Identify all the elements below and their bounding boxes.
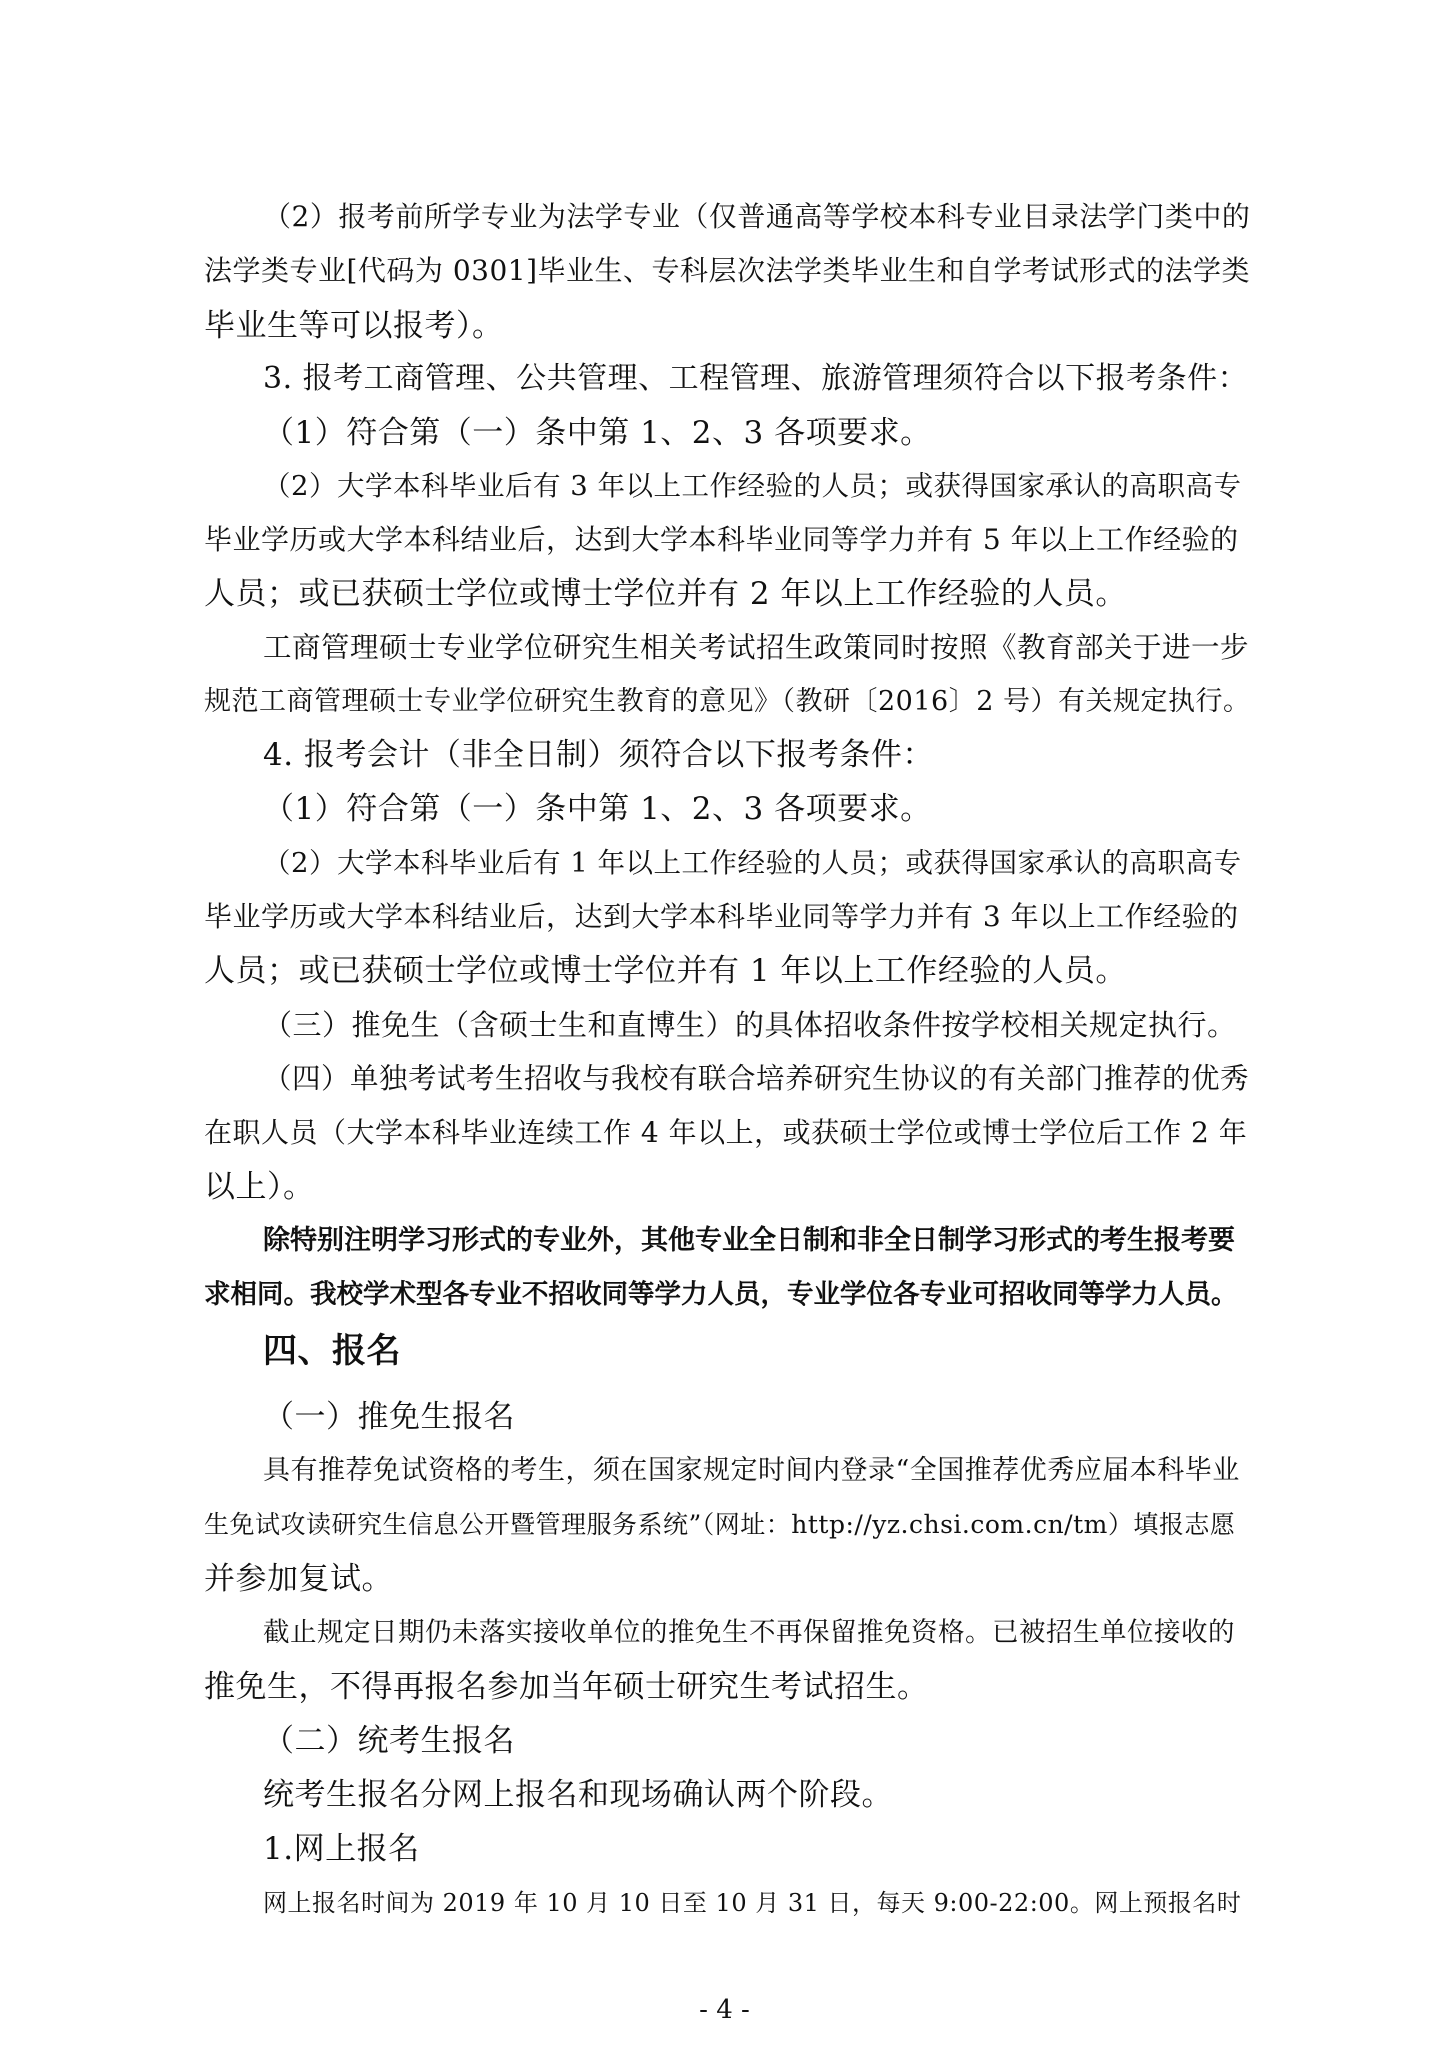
section-heading: 四、报名 (263, 1331, 401, 1371)
paragraph-line: （四）单独考试考生招收与我校有联合培养研究生协议的有关部门推荐的优秀 (263, 1062, 1250, 1095)
paragraph-line: 人员；或已获硕士学位或博士学位并有 2 年以上工作经验的人员。 (204, 576, 1127, 612)
paragraph-line: 人员；或已获硕士学位或博士学位并有 1 年以上工作经验的人员。 (204, 953, 1127, 989)
paragraph-line: 截止规定日期仍未落实接收单位的推免生不再保留推免资格。已被招生单位接收的 (263, 1617, 1235, 1648)
subsection-heading: 1.网上报名 (263, 1831, 420, 1867)
paragraph-line: 在职人员（大学本科毕业连续工作 4 年以上，或获硕士学位或博士学位后工作 2 年 (204, 1116, 1248, 1149)
paragraph-line: 统考生报名分网上报名和现场确认两个阶段。 (263, 1777, 893, 1813)
paragraph-line: 毕业学历或大学本科结业后，达到大学本科毕业同等学力并有 3 年以上工作经验的 (204, 900, 1239, 933)
paragraph-line: （2）报考前所学专业为法学专业（仅普通高等学校本科专业目录法学门类中的 (263, 200, 1251, 233)
bold-notice-line: 除特别注明学习形式的专业外，其他专业全日制和非全日制学习形式的考生报考要 (263, 1225, 1235, 1256)
paragraph-line: （1）符合第（一）条中第 1、2、3 各项要求。 (263, 415, 932, 451)
paragraph-line: 生免试攻读研究生信息公开暨管理服务系统”（网址：http://yz.chsi.com.cn/tm）填报志愿 (204, 1510, 1236, 1539)
paragraph-line: 3. 报考工商管理、公共管理、工程管理、旅游管理须符合以下报考条件： (263, 361, 1249, 396)
page-number: - 4 - (699, 1995, 750, 2025)
paragraph-line: 具有推荐免试资格的考生，须在国家规定时间内登录“全国推荐优秀应届本科毕业 (263, 1455, 1240, 1486)
paragraph-line: （1）符合第（一）条中第 1、2、3 各项要求。 (263, 791, 932, 827)
paragraph-line: 并参加复试。 (204, 1561, 393, 1597)
paragraph-line: 以上）。 (204, 1169, 315, 1205)
paragraph-line: 毕业生等可以报考）。 (204, 308, 504, 344)
paragraph-line: 毕业学历或大学本科结业后，达到大学本科毕业同等学力并有 5 年以上工作经验的 (204, 523, 1239, 556)
paragraph-line: 法学类专业[代码为 0301]毕业生、专科层次法学类毕业生和自学考试形式的法学类 (204, 254, 1251, 287)
paragraph-line: 工商管理硕士专业学位研究生相关考试招生政策同时按照《教育部关于进一步 (263, 631, 1250, 664)
paragraph-line: 网上报名时间为 2019 年 10 月 10 日至 10 月 31 日，每天 9:00-22:00。网上预报名时 (263, 1889, 1242, 1917)
bold-notice-line: 求相同。我校学术型各专业不招收同等学力人员，专业学位各专业可招收同等学力人员。 (204, 1279, 1238, 1310)
paragraph-line: 4. 报考会计（非全日制）须符合以下报考条件： (263, 737, 934, 773)
paragraph-line: 推免生，不得再报名参加当年硕士研究生考试招生。 (204, 1669, 929, 1705)
paragraph-line: 规范工商管理硕士专业学位研究生教育的意见》（教研〔2016〕2 号）有关规定执行。 (204, 686, 1251, 717)
paragraph-line: （2）大学本科毕业后有 1 年以上工作经验的人员；或获得国家承认的高职高专 (263, 847, 1242, 879)
paragraph-line: （三）推免生（含硕士生和直博生）的具体招收条件按学校相关规定执行。 (263, 1008, 1237, 1042)
subsection-heading: （一）推免生报名 (263, 1399, 515, 1435)
paragraph-line: （2）大学本科毕业后有 3 年以上工作经验的人员；或获得国家承认的高职高专 (263, 470, 1242, 502)
subsection-heading: （二）统考生报名 (263, 1723, 515, 1759)
